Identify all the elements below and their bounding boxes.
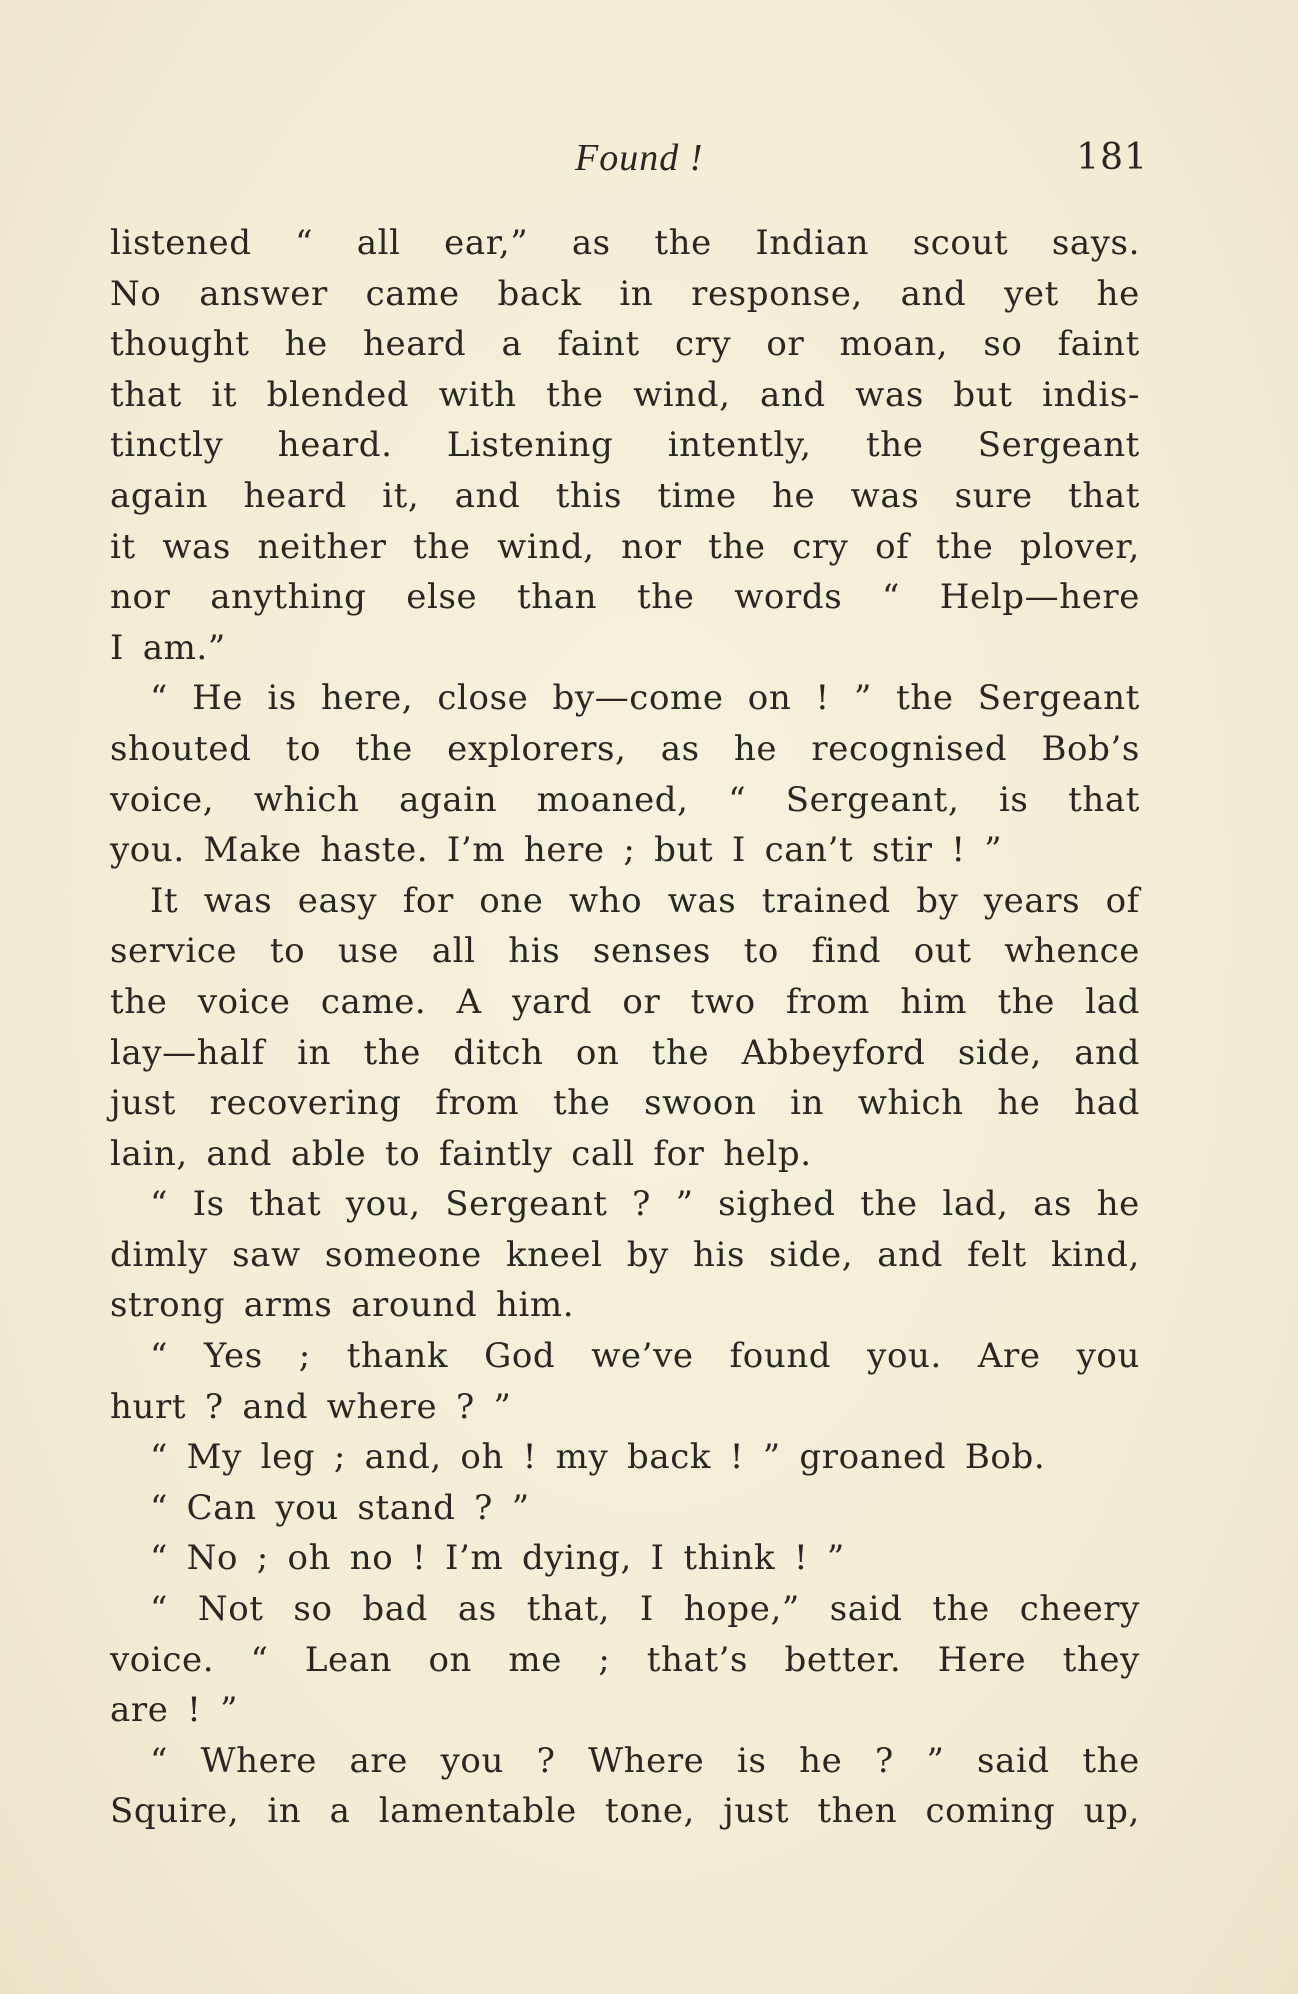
text-line: dimly saw someone kneel by his side, and felt kind,: [110, 1234, 1140, 1275]
text-line: Squire, in a lamentable tone, just then coming up,: [110, 1791, 1140, 1832]
text-line: “ Where are you ? Where is he ? ” said the: [150, 1740, 1140, 1781]
text-line: voice. “ Lean on me ; that’s better. Here they: [110, 1639, 1140, 1680]
text-line: just recovering from the swoon in which he had: [110, 1083, 1140, 1124]
text-line: “ Is that you, Sergeant ? ” sighed the lad, as he: [150, 1184, 1140, 1225]
text-line: No answer came back in response, and yet he: [110, 273, 1140, 314]
text-line: nor anything else than the words “ Help—here: [110, 577, 1140, 618]
text-line: lain, and able to faintly call for help.: [110, 1133, 812, 1174]
text-line: again heard it, and this time he was sure that: [110, 475, 1140, 516]
text-line: listened “ all ear,” as the Indian scout says.: [110, 223, 1140, 263]
page-number: 181: [1076, 137, 1148, 178]
text-line: strong arms around him.: [110, 1285, 575, 1326]
text-line: lay—half in the ditch on the Abbeyford side, and: [110, 1032, 1140, 1073]
text-line: tinctly heard. Listening intently, the Sergeant: [110, 425, 1140, 466]
text-line: thought he heard a faint cry or moan, so faint: [110, 324, 1140, 365]
text-line: “ My leg ; and, oh ! my back ! ” groaned Bob.: [150, 1437, 1046, 1478]
text-line: “ Can you stand ? ”: [150, 1487, 530, 1528]
text-line: the voice came. A yard or two from him the lad: [110, 981, 1140, 1022]
text-line: “ He is here, close by—come on ! ” the Sergeant: [150, 678, 1140, 719]
text-line: it was neither the wind, nor the cry of the plover,: [110, 526, 1140, 567]
chapter-title: Found !: [575, 137, 704, 179]
text-line: are ! ”: [110, 1690, 239, 1731]
text-line: shouted to the explorers, as he recognised Bob’s: [110, 728, 1140, 769]
text-line: that it blended with the wind, and was but indis-: [110, 374, 1140, 415]
running-head: [110, 128, 1148, 188]
text-line: service to use all his senses to find out whence: [110, 931, 1140, 972]
text-line: “ Not so bad as that, I hope,” said the cheery: [150, 1589, 1140, 1630]
text-line: you. Make haste. I’m here ; but I can’t stir ! ”: [110, 830, 1003, 871]
text-line: “ Yes ; thank God we’ve found you. Are you: [150, 1336, 1140, 1377]
body-text: [110, 218, 1140, 1837]
text-line: hurt ? and where ? ”: [110, 1386, 512, 1427]
text-line: voice, which again moaned, “ Sergeant, is that: [110, 779, 1140, 820]
text-line: I am.”: [110, 627, 226, 668]
text-line: It was easy for one who was trained by years of: [150, 880, 1140, 921]
text-line: “ No ; oh no ! I’m dying, I think ! ”: [150, 1538, 845, 1579]
